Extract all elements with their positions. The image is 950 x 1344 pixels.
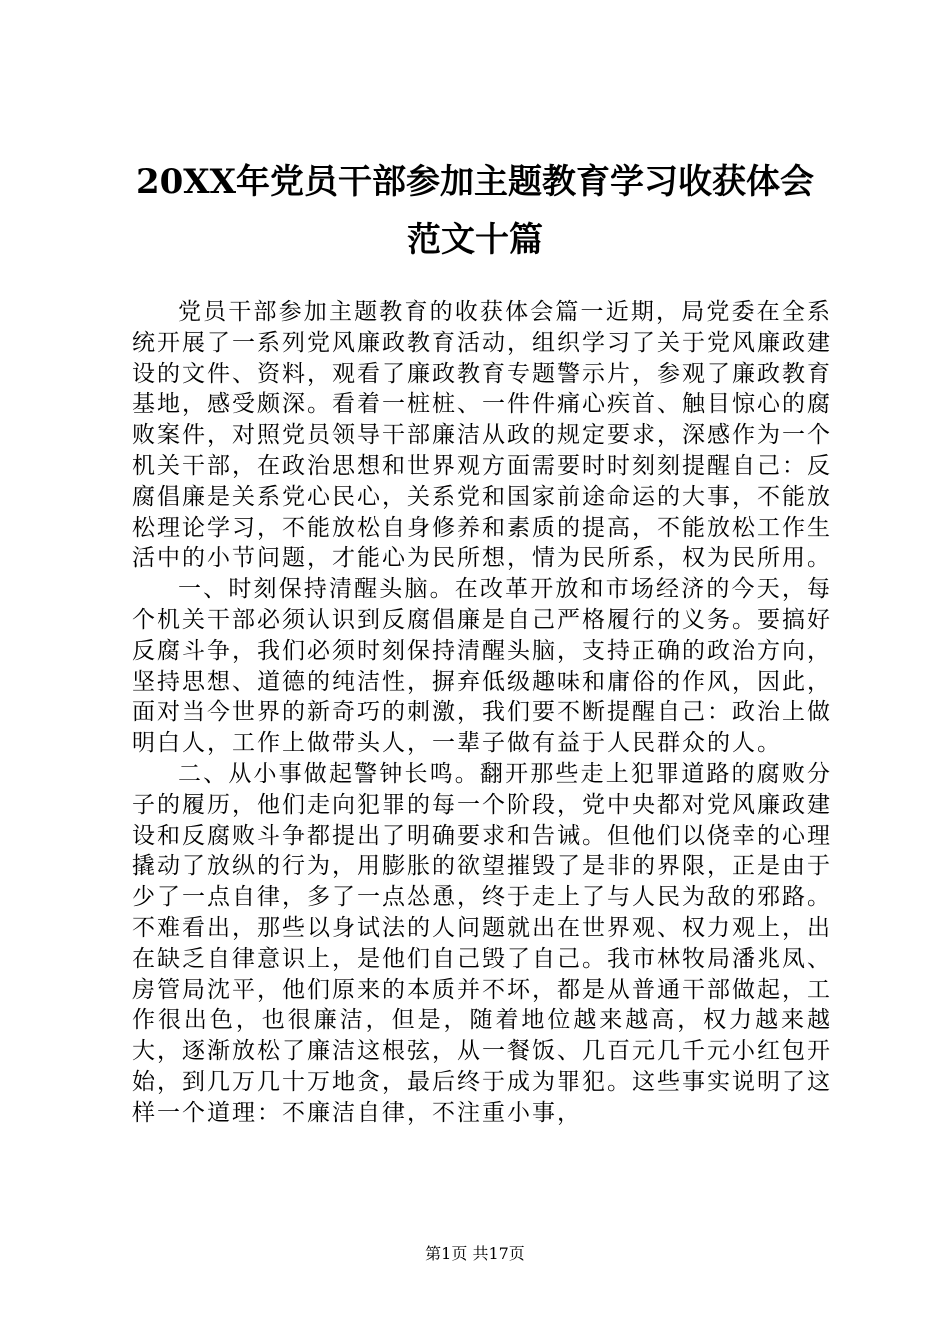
document-title-line2: 范文十篇 xyxy=(407,220,543,260)
paragraph-section-1: 一、时刻保持清醒头脑。在改革开放和市场经济的今天，每个机关干部必须认识到反腐倡廉是自己严格履行的义务。要搞好反腐斗争，我们必须时刻保持清醒头脑，支持正确的政治方向，坚持思想、道德的纯洁性，摒弃低级趣味和庸俗的作风，因此，面对当今世界的新奇巧的刺激，我们要不断提醒自己：政治上做明白人，工作上做带头人，一辈子做有益于人民群众的人。 xyxy=(132,576,832,757)
paragraph-intro: 党员干部参加主题教育的收获体会篇一近期，局党委在全系统开展了一系列党风廉政教育活动，组织学习了关于党风廉政建设的文件、资料，观看了廉政教育专题警示片，参观了廉政教育基地，感受颇深。看着一桩桩、一件件痛心疾首、触目惊心的腐败案件，对照党员领导干部廉洁从政的规定要求，深感作为一个机关干部，在政治思想和世界观方面需要时时刻刻提醒自己：反腐倡廉是关系党心民心，关系党和国家前途命运的大事，不能放松理论学习，不能放松自身修养和素质的提高，不能放松工作生活中的小节问题，才能心为民所想，情为民所系，权为民所用。 xyxy=(132,299,832,572)
page-number-footer: 第1页 共17页 xyxy=(425,1244,525,1263)
document-title-line1: 20XX年党员干部参加主题教育学习收获体会 xyxy=(135,162,815,202)
document-body xyxy=(132,297,832,1129)
paragraph-section-2: 二、从小事做起警钟长鸣。翻开那些走上犯罪道路的腐败分子的履历，他们走向犯罪的每一个阶段，党中央都对党风廉政建设和反腐败斗争都提出了明确要求和告诫。但他们以侥幸的心理撬动了放纵的行为，用膨胀的欲望摧毁了是非的界限，正是由于少了一点自律，多了一点怂恿，终于走上了与人民为敌的邪路。不难看出，那些以身试法的人问题就出在世界观、权力观上，出在缺乏自律意识上，是他们自己毁了自己。我市林牧局潘兆凤、房管局沈平，他们原来的本质并不坏，都是从普通干部做起，工作很出色，也很廉洁，但是，随着地位越来越高，权力越来越大，逐渐放松了廉洁这根弦，从一餐饭、几百元几千元小红包开始，到几万几十万地贪，最后终于成为罪犯。这些事实说明了这样一个道理：不廉洁自律，不注重小事， xyxy=(132,760,832,1126)
